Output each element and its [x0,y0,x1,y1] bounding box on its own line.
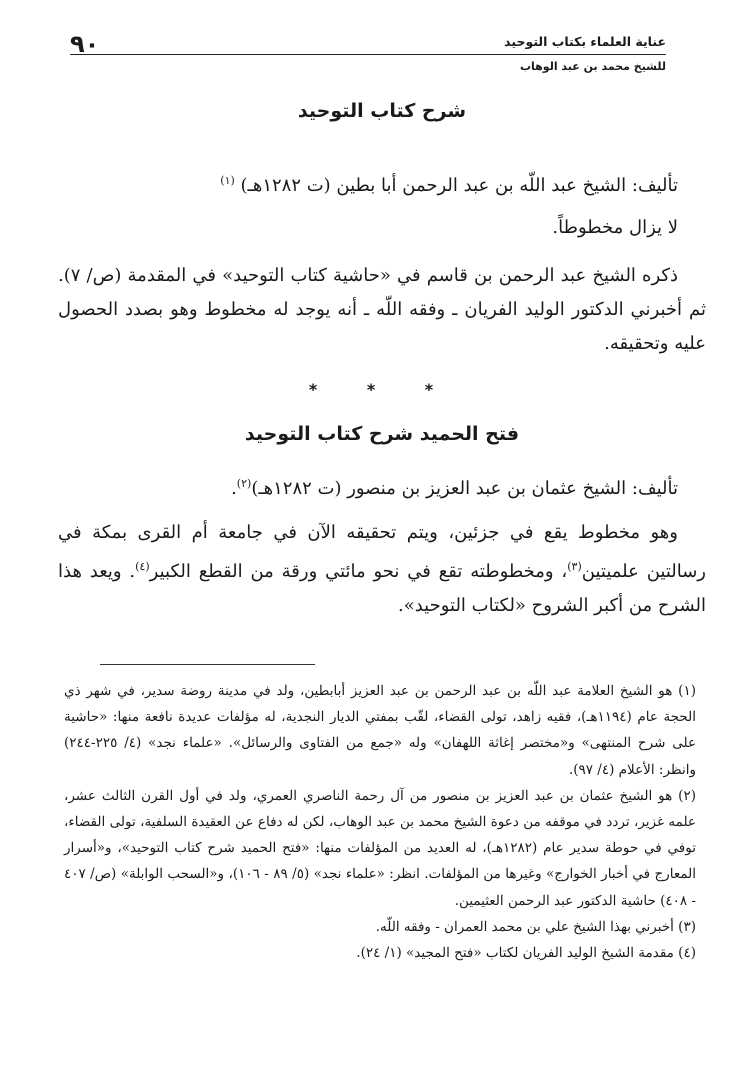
footnote: (٤) مقدمة الشيخ الوليد الفريان لكتاب «فتح المجيد» (١/ ٢٤). [356,945,696,962]
section-title: شرح كتاب التوحيد [297,100,467,122]
author-line: تأليف: الشيخ عثمان بن عبد العزيز بن منصور (ت ١٢٨٢هـ)$^{(٢)}$. [231,477,678,499]
footnote-ref: (٣) [567,560,582,573]
paragraph-text: ، ومخطوطته تقع في نحو مائتي ورقة من القطع الكبير [149,561,568,582]
footnotes [64,678,696,966]
footnote-rule [100,664,315,665]
page-header [70,30,666,76]
page-number: ٩٠ [70,30,100,58]
paragraph-text: وهو مخطوط يقع في جزئين، ويتم تحقيقه الآن في جامعة أم القرى بمكة في رسالتين علميتين [58,522,706,582]
footnote-ref: (٢) [236,477,252,490]
header-rule [70,54,666,55]
footnote: (٢) هو الشيخ عثمان بن عبد العزيز بن منصور من آل رحمة الناصري العمري، ولد في أول القرن الثالث عشر، علمه غزير، تردد في موقفه من دعوة الشيخ محمد بن عبد الوهاب، لكن له دفاع عن العقيدة السلفية، تولى القضاء، توفي في حوطة سدير عام (١٢٨٢هـ)، له العديد من المؤلفات منها: «فتح الحميد شرح كتاب التوحيد»، و«أسرار المعارج في أخبار الخوارج» وغيرها من المؤلفات. انظر: «علماء نجد» (٥/ ٨٩ - ١٠٦)، و«السحب الوابلة» (ص/ ٤٠٧ - ٤٠٨) حاشية الدكتور عبد الرحمن العثيمين. [64,787,696,909]
running-title: عناية العلماء بكتاب التوحيد [504,34,666,49]
author-line [58,164,706,203]
footnote-ref: (٤) [135,560,150,573]
footnote: (٣) أخبرني بهذا الشيخ علي بن محمد العمران - وفقه اللّه. [375,918,696,935]
main-text [58,96,706,623]
paragraph [58,516,706,623]
section-separator: * * * [308,380,456,399]
paragraph: ذكره الشيخ عبد الرحمن بن قاسم في «حاشية كتاب التوحيد» في المقدمة (ص/ ٧). ثم أخبرني الدكتور الوليد الفريان ـ وفقه اللّه ـ أنه يوجد له مخطوط وهو بصدد الحصول عليه وتحقيقه. [58,265,706,354]
status-line: لا يزال مخطوطاً. [552,217,678,238]
running-subtitle: للشيخ محمد بن عبد الوهاب [519,60,666,73]
paragraph-text: . ويعد هذا الشرح من أكبر الشروح «لكتاب التوحيد». [58,561,706,616]
author-text: تأليف: الشيخ عبد اللّه بن عبد الرحمن أبا بطين (ت ١٢٨٢هـ) [240,175,678,196]
section-title: فتح الحميد شرح كتاب التوحيد [244,423,520,445]
footnote: (١) هو الشيخ العلامة عبد اللّه بن عبد الرحمن بن عبد العزيز أبابطين، ولد في مدينة روضة سدير، في شهر ذي الحجة عام (١١٩٤هـ)، فقيه زاهد، تولى القضاء، لقّب بمفتي الديار النجدية، له مؤلفات عديدة نافعة منها: «حاشية على شرح المنتهى» و«مختصر إغاثة اللهفان» وله «جمع من الفتاوى والرسائل». «علماء نجد» (٤/ ٢٢٥-٢٤٤) وانظر: الأعلام (٤/ ٩٧). [64,683,697,778]
author-text: تأليف: الشيخ عثمان بن عبد العزيز بن منصور (ت ١٢٨٢هـ) [251,478,678,499]
footnote-ref: (١) [220,174,235,187]
